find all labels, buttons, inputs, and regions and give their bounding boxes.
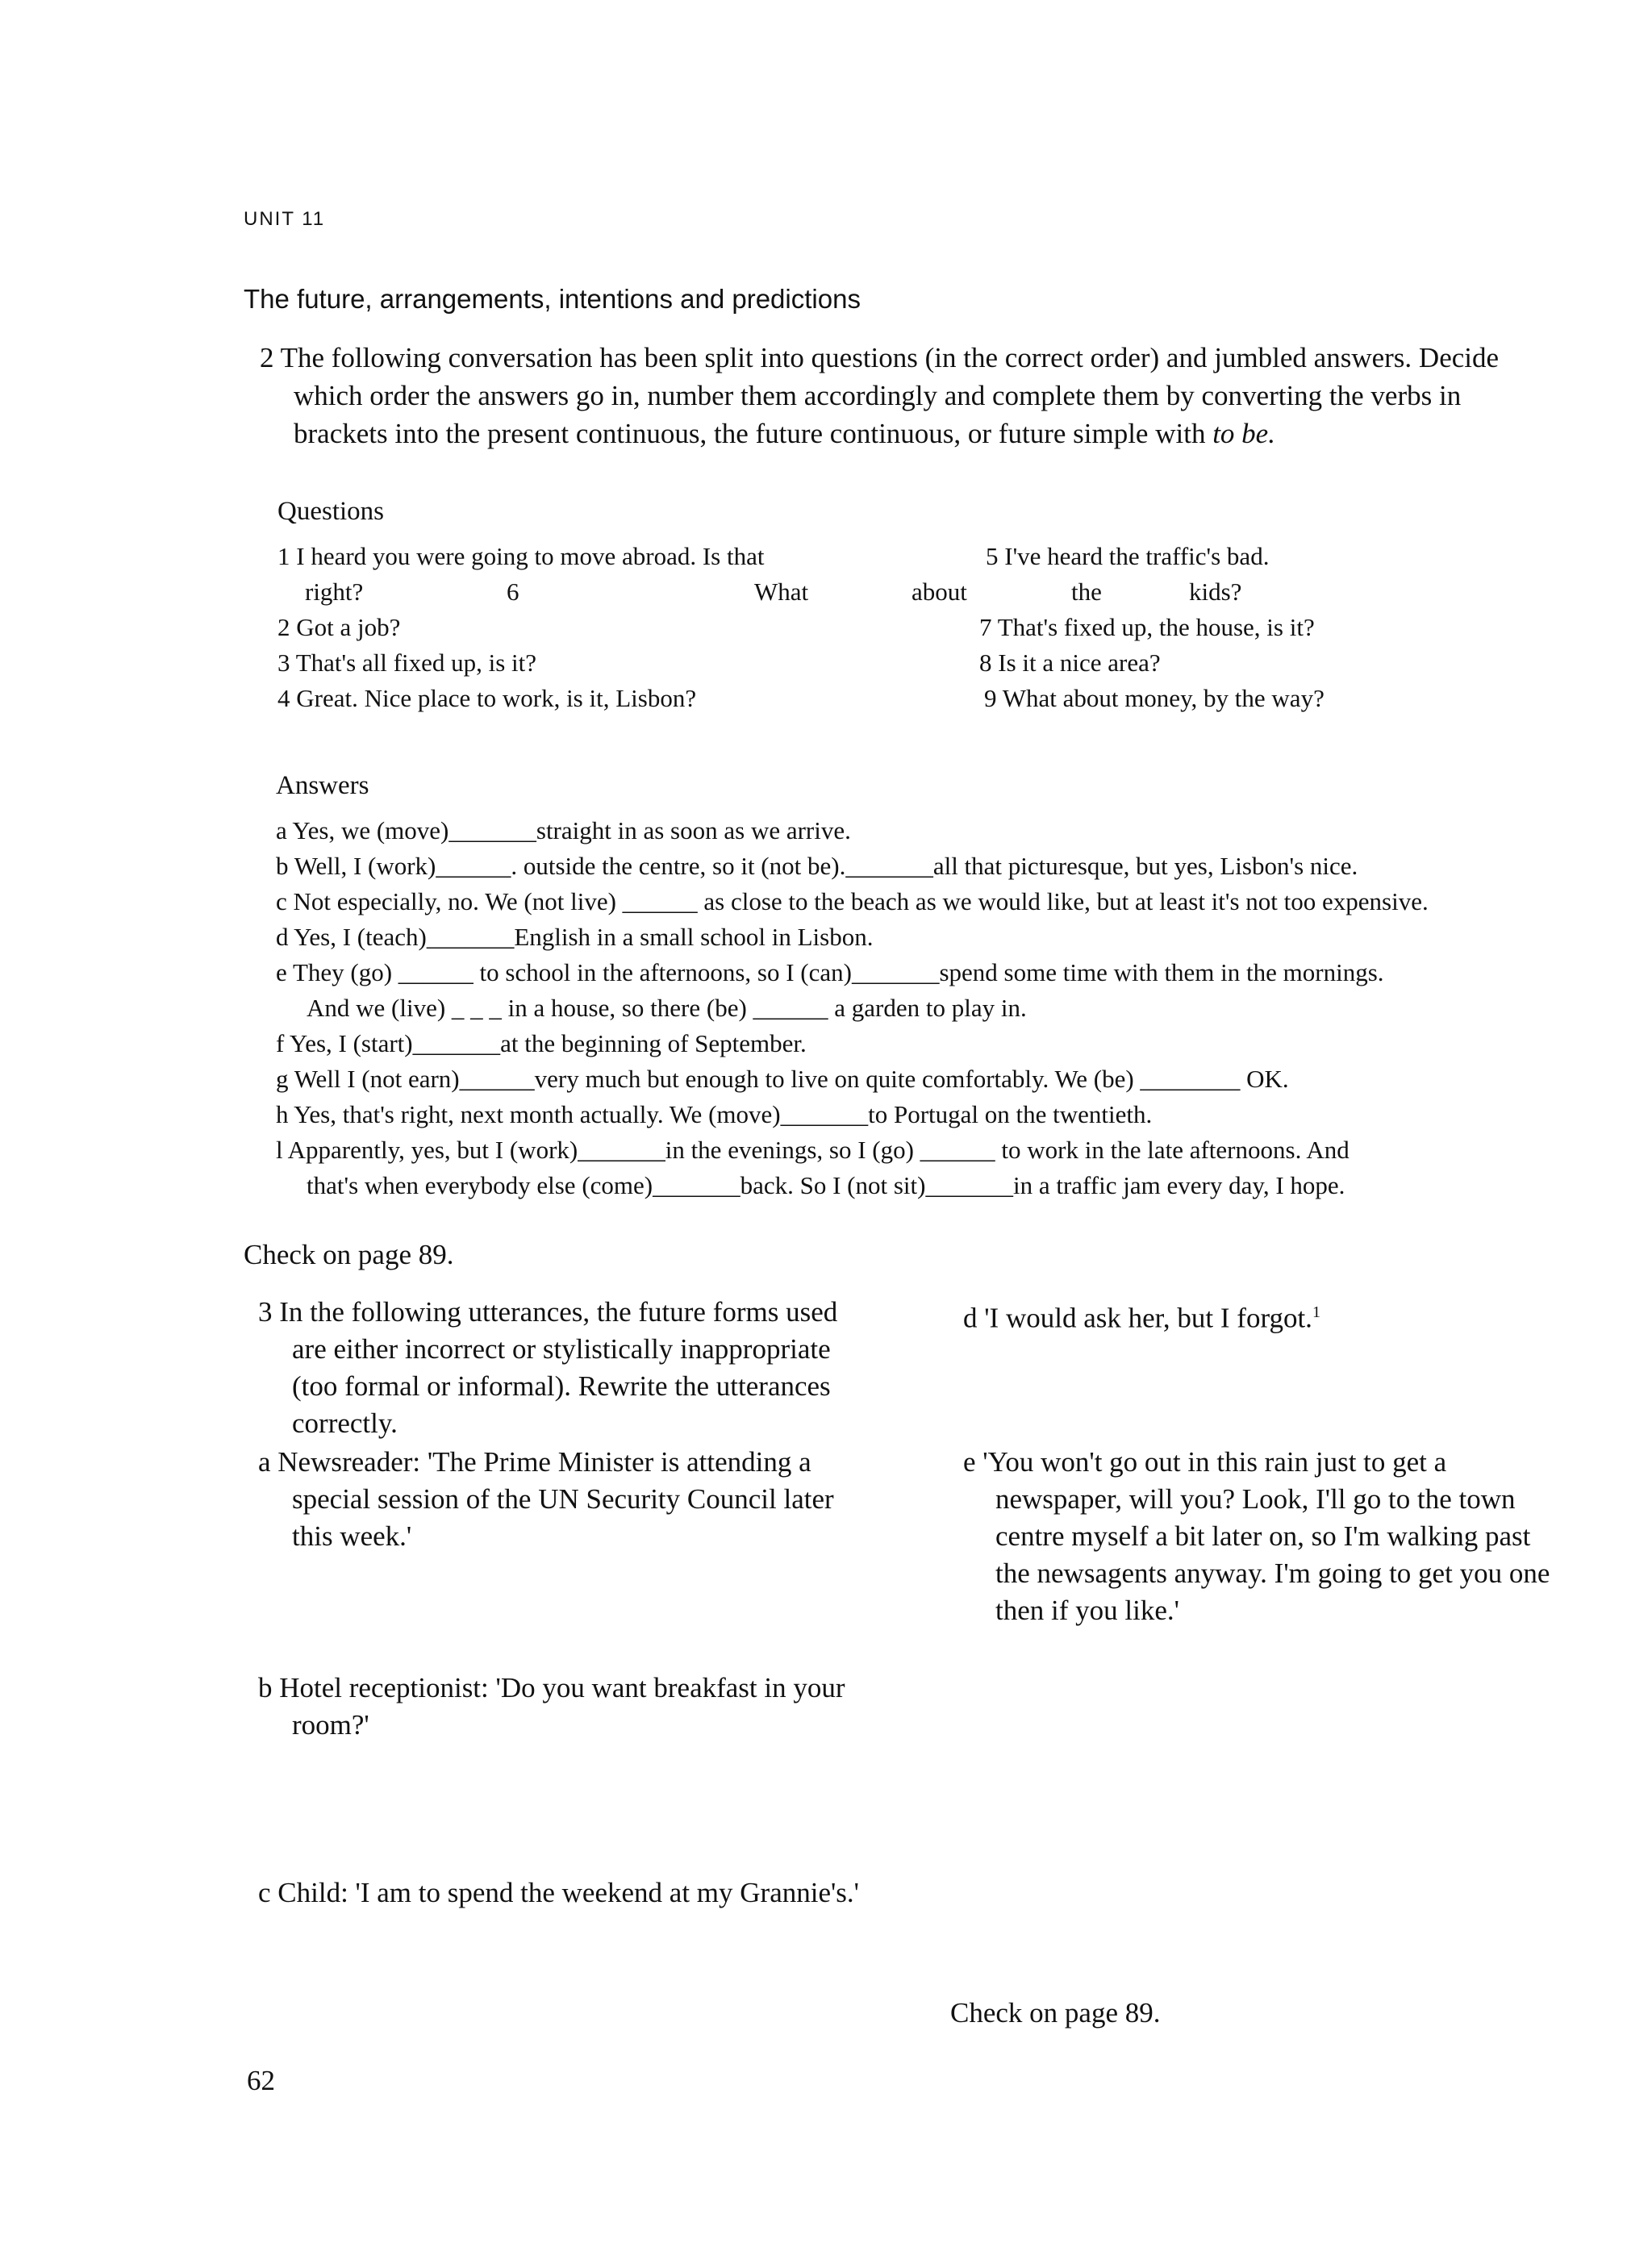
utterance-c: c Child: 'I am to spend the weekend at my Grannie's.' [258, 1877, 859, 1908]
question-6-word: the [1071, 578, 1102, 606]
question-6-word: kids? [1189, 578, 1242, 606]
intro-line: 3 In the following utterances, the future forms used [258, 1296, 838, 1328]
question-item: 1 I heard you were going to move abroad. Is that [277, 542, 765, 570]
question-item: 2 Got a job? [277, 613, 401, 641]
footnote-marker: 1 [1312, 1303, 1320, 1321]
exercise-3-intro [258, 1294, 837, 1442]
utterance-b [258, 1670, 845, 1744]
unit-label: UNIT 11 [244, 208, 326, 230]
answer-item: f Yes, I (start)_______at the beginning of September. [276, 1029, 807, 1057]
question-item: 7 That's fixed up, the house, is it? [979, 613, 1315, 641]
answer-item: c Not especially, no. We (not live) ______ as close to the beach as we would like, but at least it's not too expensive. [276, 887, 1429, 915]
utterance-line: room?' [292, 1709, 369, 1741]
questions-heading: Questions [277, 497, 384, 526]
utterance-line: newspaper, will you? Look, I'll go to the town [995, 1483, 1516, 1515]
check-page-reference: Check on page 89. [950, 1997, 1161, 2029]
intro-line: are either incorrect or stylistically inappropriate [292, 1333, 831, 1365]
answer-item: e They (go) ______ to school in the afternoons, so I (can)_______spend some time with them in the mornings. [276, 958, 1384, 986]
answers-heading: Answers [276, 771, 369, 800]
answer-item: d Yes, I (teach)_______English in a small school in Lisbon. [276, 923, 874, 951]
utterance-e [963, 1444, 1550, 1629]
question-item: 9 What about money, by the way? [984, 684, 1325, 712]
answer-item: l Apparently, yes, but I (work)_______in the evenings, so I (go) ______ to work in the late afternoons. And [276, 1136, 1350, 1164]
answer-item: b Well, I (work)______. outside the centre, so it (not be)._______all that picturesque, but yes, Lisbon's nice. [276, 852, 1358, 880]
utterance-line: the newsagents anyway. I'm going to get you one [995, 1557, 1550, 1589]
instruction-emphasis: to be. [1212, 418, 1275, 449]
intro-line: (too formal or informal). Rewrite the utterances [292, 1370, 831, 1402]
question-item: 4 Great. Nice place to work, is it, Lisbon? [277, 684, 697, 712]
utterance-line: a Newsreader: 'The Prime Minister is attending a [258, 1446, 811, 1478]
utterance-line: e 'You won't go out in this rain just to get a [963, 1446, 1447, 1478]
answers-list [276, 813, 1429, 1203]
intro-line: correctly. [292, 1407, 398, 1439]
answer-item-continuation: And we (live) _ _ _ in a house, so there (be) ______ a garden to play in. [307, 994, 1027, 1022]
utterance-line: centre myself a bit later on, so I'm walking past [995, 1520, 1531, 1552]
instruction-text: brackets into the present continuous, the future continuous, or future simple with [294, 418, 1206, 449]
answer-item: g Well I (not earn)______very much but enough to live on quite comfortably. We (be) ________ OK. [276, 1065, 1289, 1093]
instruction-line [260, 415, 1499, 452]
question-6-word: about [912, 578, 967, 606]
question-item: 3 That's all fixed up, is it? [277, 648, 536, 677]
instruction-line: 2 The following conversation has been split into questions (in the correct order) and jumbled answers. Decide [260, 342, 1500, 373]
instruction-line: which order the answers go in, number them accordingly and complete them by converting the verbs in [294, 380, 1462, 411]
utterance-line: b Hotel receptionist: 'Do you want breakfast in your [258, 1672, 845, 1703]
questions-left-column [277, 539, 764, 716]
utterance-line: this week.' [292, 1520, 412, 1552]
page-number: 62 [247, 2065, 275, 2096]
question-item: right? [305, 578, 364, 606]
answer-item-continuation: that's when everybody else (come)_______back. So I (not sit)_______in a traffic jam every day, I hope. [307, 1171, 1345, 1199]
utterance-line: then if you like.' [995, 1595, 1179, 1626]
answer-item: a Yes, we (move)_______straight in as soon as we arrive. [276, 816, 851, 844]
question-6-word: What [754, 578, 809, 606]
utterance-line: d 'I would ask her, but I forgot. [963, 1302, 1312, 1334]
section-title: The future, arrangements, intentions and predictions [244, 284, 861, 314]
exercise-2-instructions [260, 339, 1499, 452]
utterance-line: special session of the UN Security Council later [292, 1483, 834, 1515]
check-page-reference: Check on page 89. [244, 1239, 454, 1270]
question-item: 8 Is it a nice area? [979, 648, 1161, 677]
question-item: 5 I've heard the traffic's bad. [986, 542, 1270, 570]
answer-item: h Yes, that's right, next month actually. We (move)_______to Portugal on the twentieth. [276, 1100, 1153, 1128]
utterance-a [258, 1444, 834, 1555]
question-6-number: 6 [507, 578, 519, 606]
utterance-d [963, 1294, 1320, 1337]
